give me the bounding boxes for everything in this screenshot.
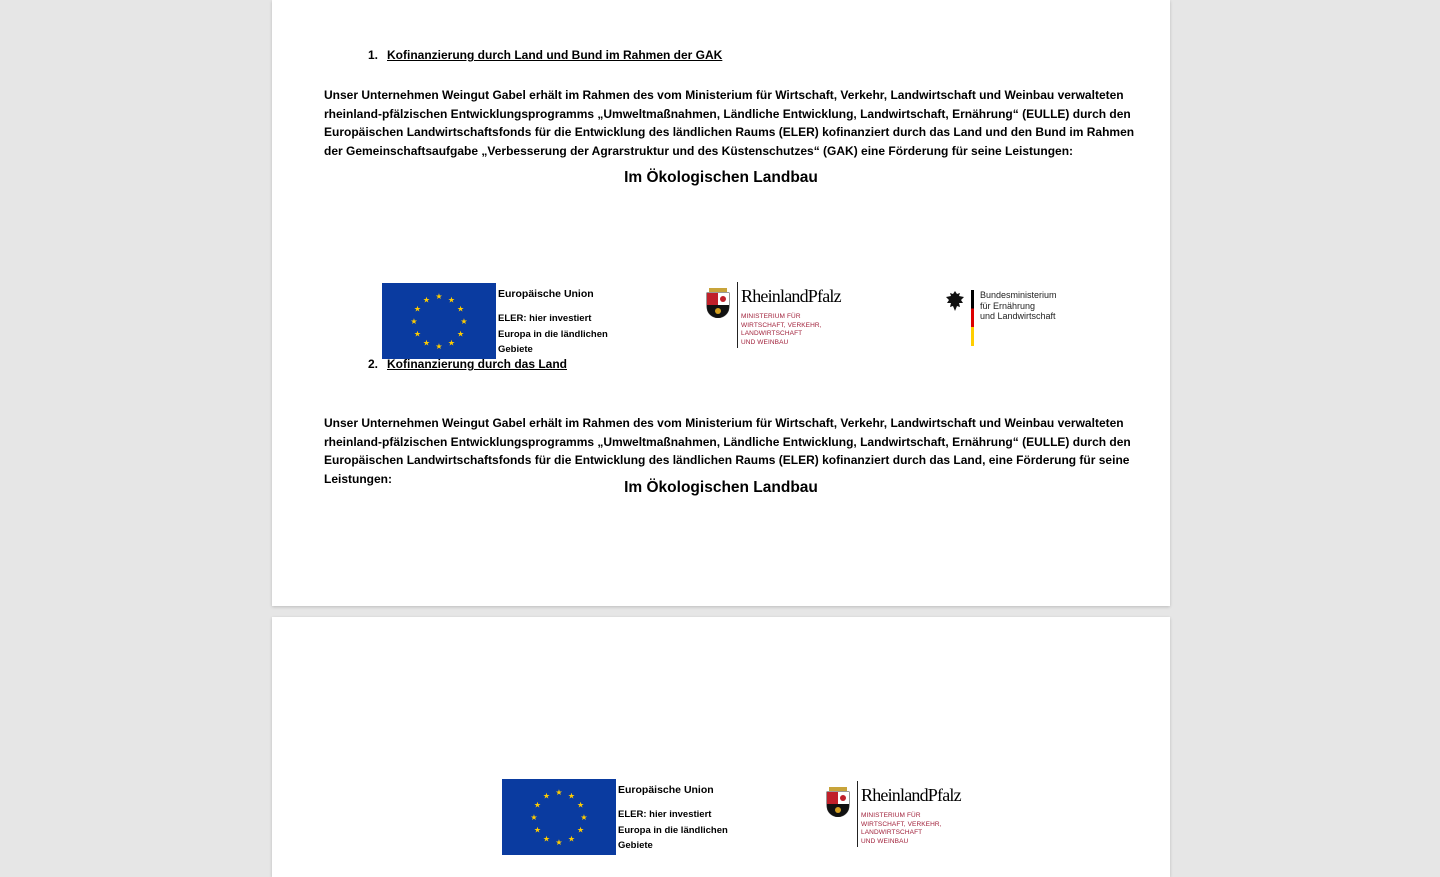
paragraph-land: Unser Unternehmen Weingut Gabel erhält im Rahmen des vom Ministerium für Wirtschaft, Verkehr, Landwirtschaft und Weinbau verwalteten rheinland-pfälzischen Entwicklungsprogramms „Umweltmaßnahmen, Ländliche Entwicklung, Landwirtschaft, Ernährung“ (EULLE) durch den Europäischen Landwirtschaftsfonds für die Entwicklung des ländlichen Raums (ELER) kofinanziert durch das Land, eine Förderung für seine Leistungen: — [324, 416, 1131, 486]
section-heading-1 — [368, 48, 722, 62]
svg-text:★: ★ — [530, 813, 538, 822]
rlp-ministry-logo — [705, 282, 845, 352]
rlp-name: RheinlandPfalz — [741, 286, 841, 306]
eu-flag-icon — [502, 779, 616, 855]
svg-text:★: ★ — [435, 342, 443, 351]
german-flag-bar — [971, 290, 974, 346]
svg-text:★: ★ — [413, 329, 421, 339]
svg-text:★: ★ — [457, 329, 465, 339]
document-page-2 — [272, 617, 1170, 877]
svg-text:★: ★ — [567, 791, 576, 801]
svg-text:★: ★ — [542, 834, 551, 844]
section-title: Kofinanzierung durch Land und Bund im Rahmen der GAK — [387, 48, 723, 62]
svg-text:★: ★ — [577, 800, 585, 810]
svg-text:★: ★ — [567, 834, 576, 844]
svg-text:★: ★ — [413, 304, 421, 314]
svg-text:★: ★ — [555, 788, 563, 797]
section-heading-2 — [368, 357, 567, 371]
subtitle-oekologischer-landbau: Im Ökologischen Landbau — [624, 169, 818, 186]
divider — [857, 781, 858, 847]
paragraph-gak: Unser Unternehmen Weingut Gabel erhält im Rahmen des vom Ministerium für Wirtschaft, Verkehr, Landwirtschaft und Weinbau verwalteten rheinland-pfälzischen Entwicklungsprogramms „Umweltmaßnahmen, Ländliche Entwicklung, Landwirtschaft, Ernährung“ (EULLE) durch den Europäischen Landwirtschaftsfonds für die Entwicklung des ländlichen Raums (ELER) kofinanziert durch das Land und den Bund im Rahmen der Gemeinschaftsaufgabe „Verbesserung der Agrarstruktur und des Küstenschutzes“ (GAK) eine Förderung für seine Leistungen: — [324, 88, 1135, 158]
section-number: 1. — [368, 48, 379, 62]
section-number: 2. — [368, 357, 379, 371]
subtitle-oekologischer-landbau-2: Im Ökologischen Landbau — [624, 479, 818, 496]
svg-text:★: ★ — [533, 800, 541, 810]
svg-text:★: ★ — [422, 338, 431, 348]
svg-text:★: ★ — [460, 317, 468, 326]
svg-text:★: ★ — [542, 791, 551, 801]
svg-text:★: ★ — [447, 295, 456, 305]
rlp-ministry-logo — [825, 781, 965, 851]
svg-text:★: ★ — [533, 825, 541, 835]
section-title: Kofinanzierung durch das Land — [387, 357, 568, 371]
svg-text:★: ★ — [555, 838, 563, 847]
svg-text:★: ★ — [580, 813, 588, 822]
rlp-crest-icon — [705, 288, 731, 318]
svg-text:★: ★ — [447, 338, 456, 348]
eu-description: ELER: hier investiert Europa in die ländlichen Gebiete — [618, 809, 728, 851]
eu-description: ELER: hier investiert Europa in die ländlichen Gebiete — [498, 313, 608, 355]
svg-text:★: ★ — [410, 317, 418, 326]
bmel-logo — [945, 290, 1075, 350]
document-page-1 — [272, 0, 1170, 606]
federal-eagle-icon — [945, 290, 965, 312]
rlp-ministry-text: MINISTERIUM FÜR WIRTSCHAFT, VERKEHR, LANDWIRTSCHAFT UND WEINBAU — [741, 313, 822, 346]
rlp-name: RheinlandPfalz — [861, 785, 961, 805]
eu-name: Europäische Union — [618, 784, 714, 796]
svg-text:★: ★ — [422, 295, 431, 305]
divider — [737, 282, 738, 348]
bmel-text: Bundesministerium für Ernährung und Landwirtschaft — [980, 290, 1057, 321]
rlp-ministry-text: MINISTERIUM FÜR WIRTSCHAFT, VERKEHR, LANDWIRTSCHAFT UND WEINBAU — [861, 812, 942, 845]
svg-text:★: ★ — [457, 304, 465, 314]
eu-name: Europäische Union — [498, 288, 594, 300]
svg-text:★: ★ — [435, 292, 443, 301]
rlp-crest-icon — [825, 787, 851, 817]
eu-flag-icon — [382, 283, 496, 359]
svg-text:★: ★ — [577, 825, 585, 835]
